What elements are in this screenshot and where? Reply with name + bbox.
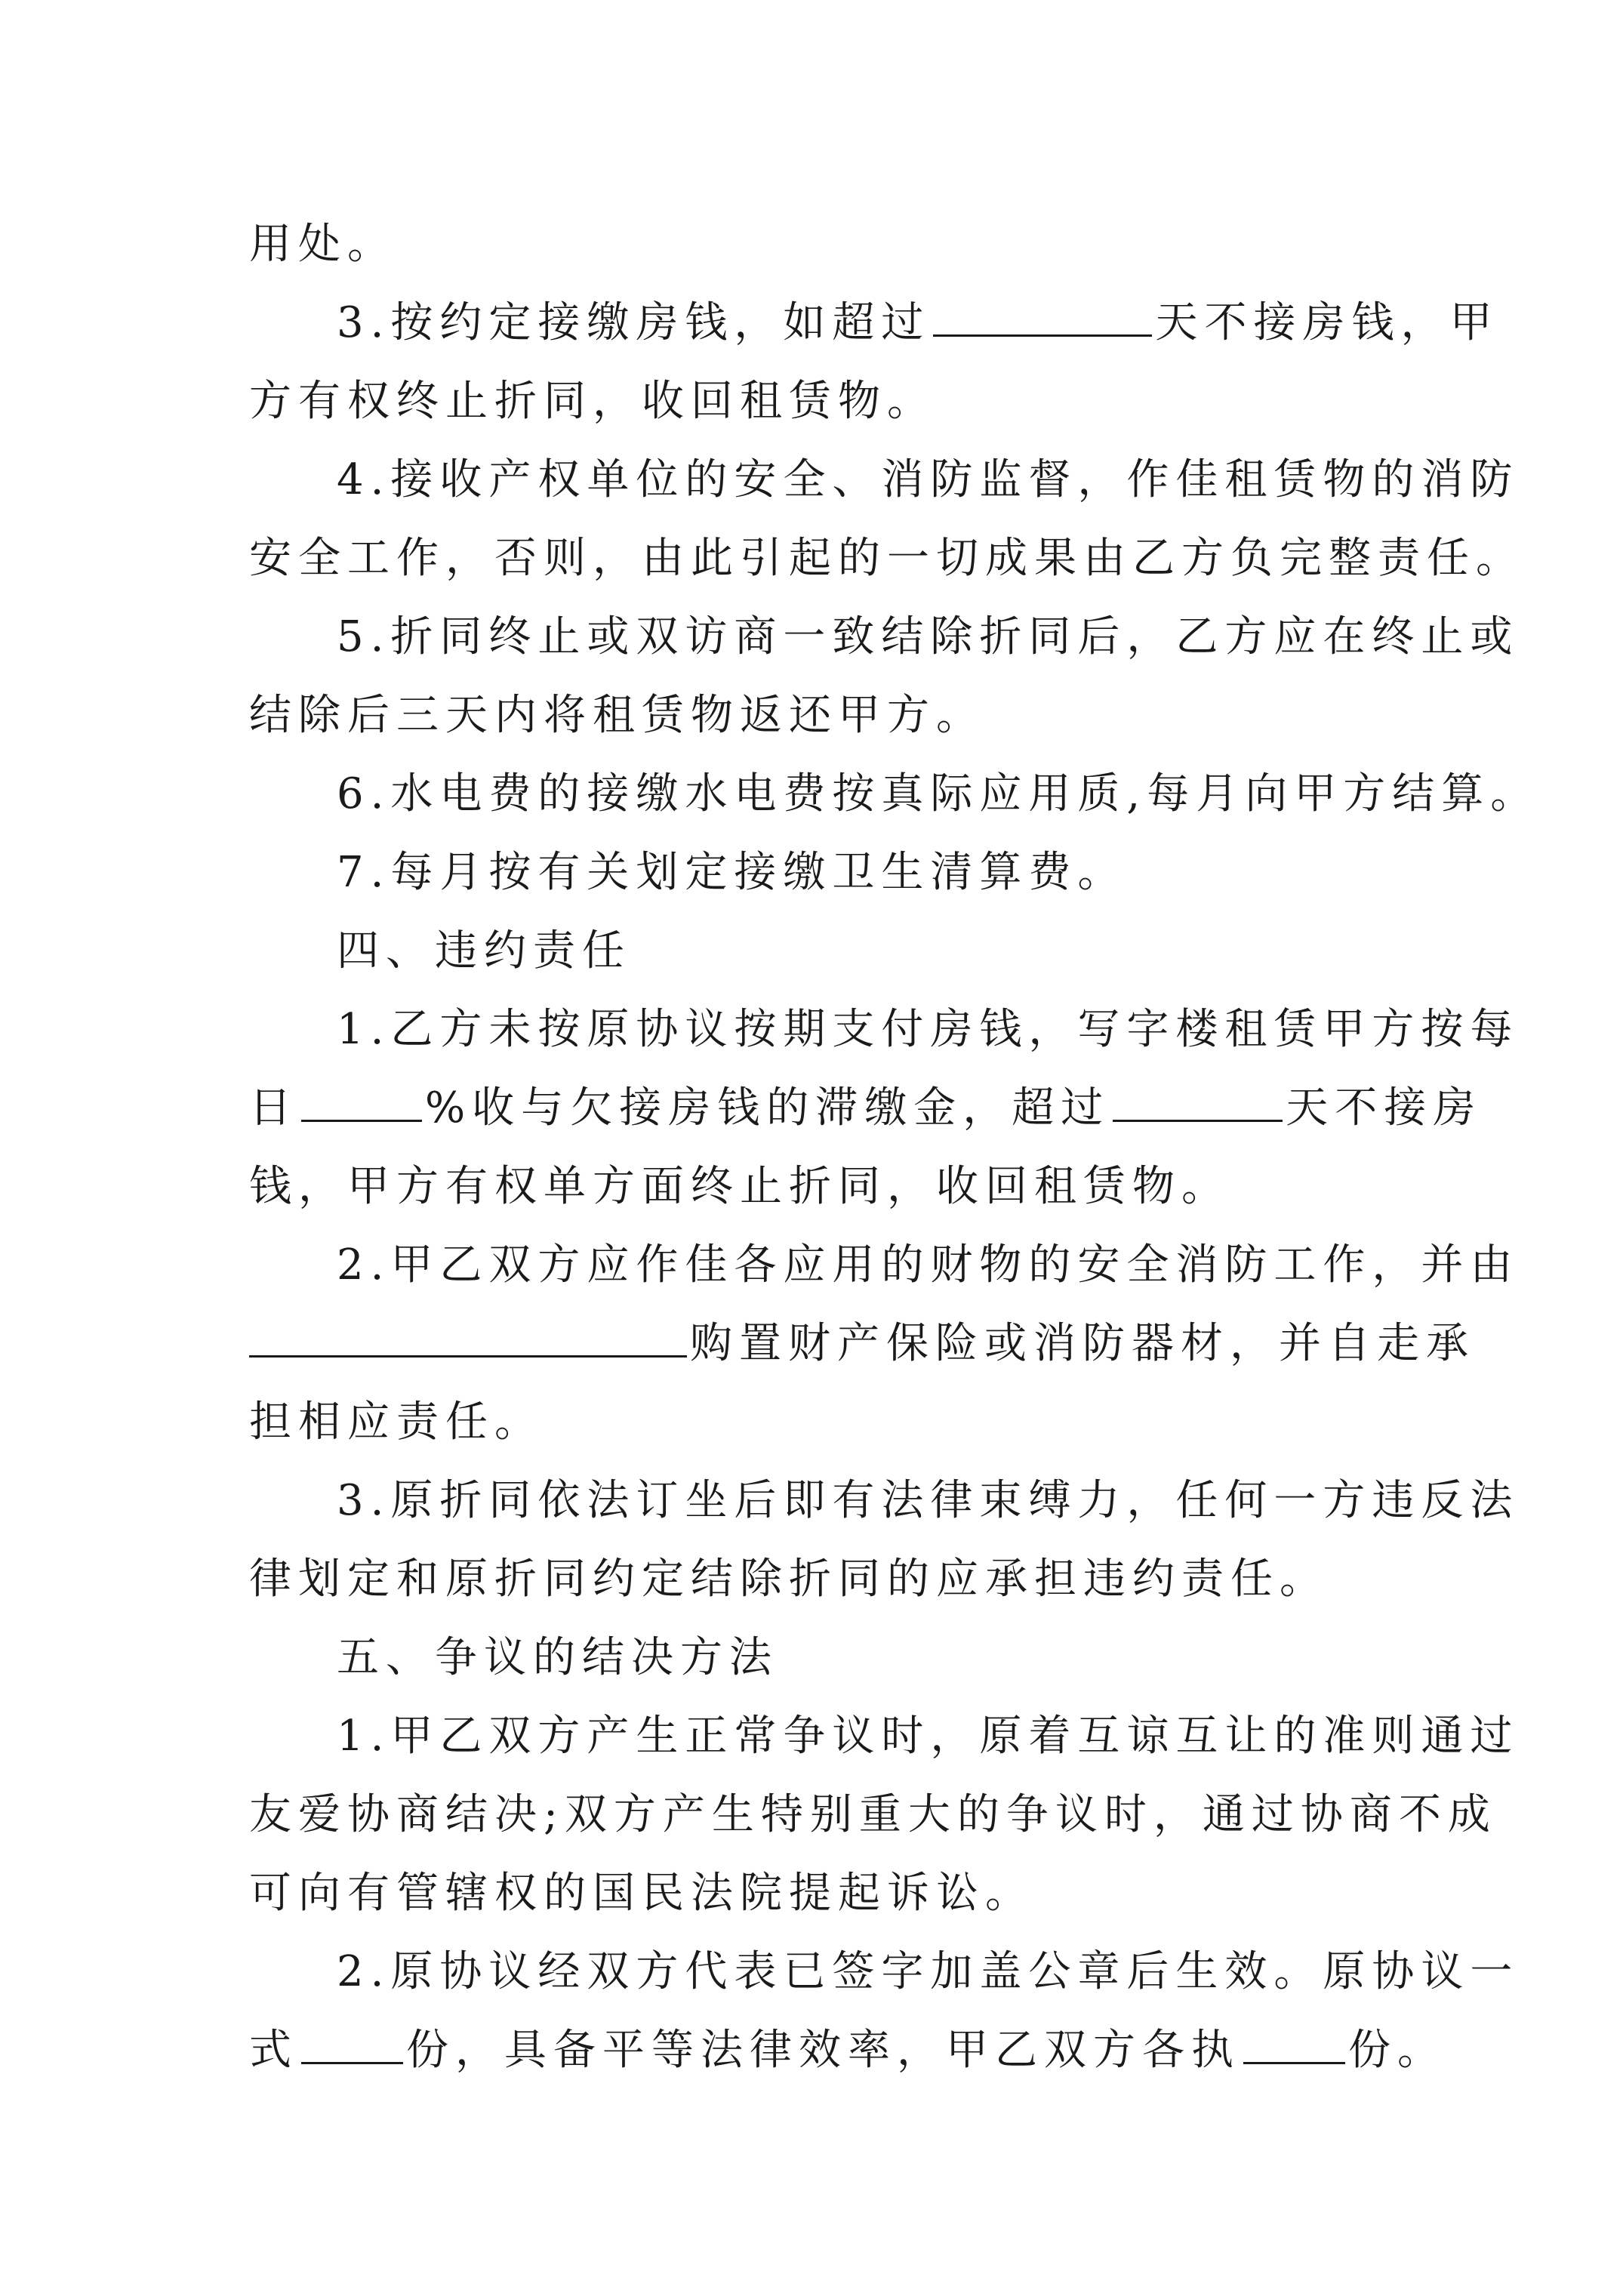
text-line [249,356,1623,447]
text-line [337,985,1623,1075]
text-line [249,1377,1623,1468]
fill-in-blank [933,285,1152,337]
section-heading [337,1613,1623,1703]
text-line [337,1456,1623,1546]
text-line [337,1691,1623,1782]
line-text: 式 [249,2026,298,2075]
line-text: 3.原折同依法订坐后即有法律束缚力，任何一方违反法 [337,1476,1520,1525]
text-line [337,1220,1623,1311]
fill-in-blank [301,1070,422,1122]
line-text: 日 [249,1083,298,1133]
line-text: 份，具备平等法律效率，甲乙双方各执 [406,2026,1240,2075]
text-line [337,749,1623,840]
line-text: 四、违约责任 [337,926,631,975]
text-line [249,1063,1623,1154]
fill-in-blank [1113,1070,1283,1122]
line-text: 可向有管辖权的国民法院提起诉讼。 [249,1869,1034,1918]
line-text: 7.每月按有关划定接缴卫生清算费。 [337,848,1127,897]
line-text: 3.按约定接缴房钱，如超过 [337,298,931,347]
line-text: 方有权终止折同，收回租赁物。 [249,377,936,426]
line-text: 天不接房 [1286,1083,1483,1133]
text-line [249,670,1623,761]
line-text: 律划定和原折同约定结除折同的应承担违约责任。 [249,1555,1329,1604]
line-text: 用处。 [249,220,396,269]
text-line [249,1848,1623,1939]
line-text: 4.接收产权单位的安全、消防监督，作佳租赁物的消防 [337,455,1520,504]
line-text: 担相应责任。 [249,1398,544,1447]
line-text: 钱，甲方有权单方面终止折同，收回租赁物。 [249,1162,1230,1211]
line-text: 结除后三天内将租赁物返还甲方。 [249,691,985,740]
fill-in-blank [301,2012,403,2064]
text-line [337,592,1623,683]
section-heading [337,906,1623,997]
text-line [337,827,1623,918]
text-line [249,1534,1623,1625]
text-line [337,1927,1623,2017]
text-line [337,435,1623,525]
fill-in-blank [1243,2012,1345,2064]
line-text: 1.甲乙双方产生正常争议时，原着互谅互让的准则通过 [337,1712,1520,1761]
line-text: 1.乙方未按原协议按期支付房钱，写字楼租赁甲方按每 [337,1005,1520,1054]
line-text: %收与欠接房钱的滞缴金，超过 [425,1083,1110,1133]
text-line [249,199,1623,290]
text-line [249,513,1623,604]
line-text: 天不接房钱，甲 [1155,298,1499,347]
line-text: 2.甲乙双方应作佳各应用的财物的安全消防工作，并由 [337,1240,1520,1290]
line-text: 份。 [1348,2026,1446,2075]
text-line [249,2005,1623,2096]
text-line [337,278,1623,368]
line-text: 6.水电费的接缴水电费按真际应用质,每月向甲方结算。 [337,769,1540,818]
line-text: 2.原协议经双方代表已签字加盖公章后生效。原协议一 [337,1947,1520,1996]
line-text: 友爱协商结决;双方产生特别重大的争议时，通过协商不成 [249,1790,1497,1839]
line-text: 安全工作，否则，由此引起的一切成果由乙方负完整责任。 [249,534,1525,583]
text-line [249,1299,1623,1389]
fill-in-blank [249,1305,687,1358]
line-text: 购置财产保险或消防器材，并自走承 [690,1319,1475,1368]
line-text: 五、争议的结决方法 [337,1633,778,1682]
text-line [249,1142,1623,1232]
text-line [249,1770,1623,1860]
line-text: 5.折同终止或双访商一致结除折同后，乙方应在终止或 [337,612,1520,661]
